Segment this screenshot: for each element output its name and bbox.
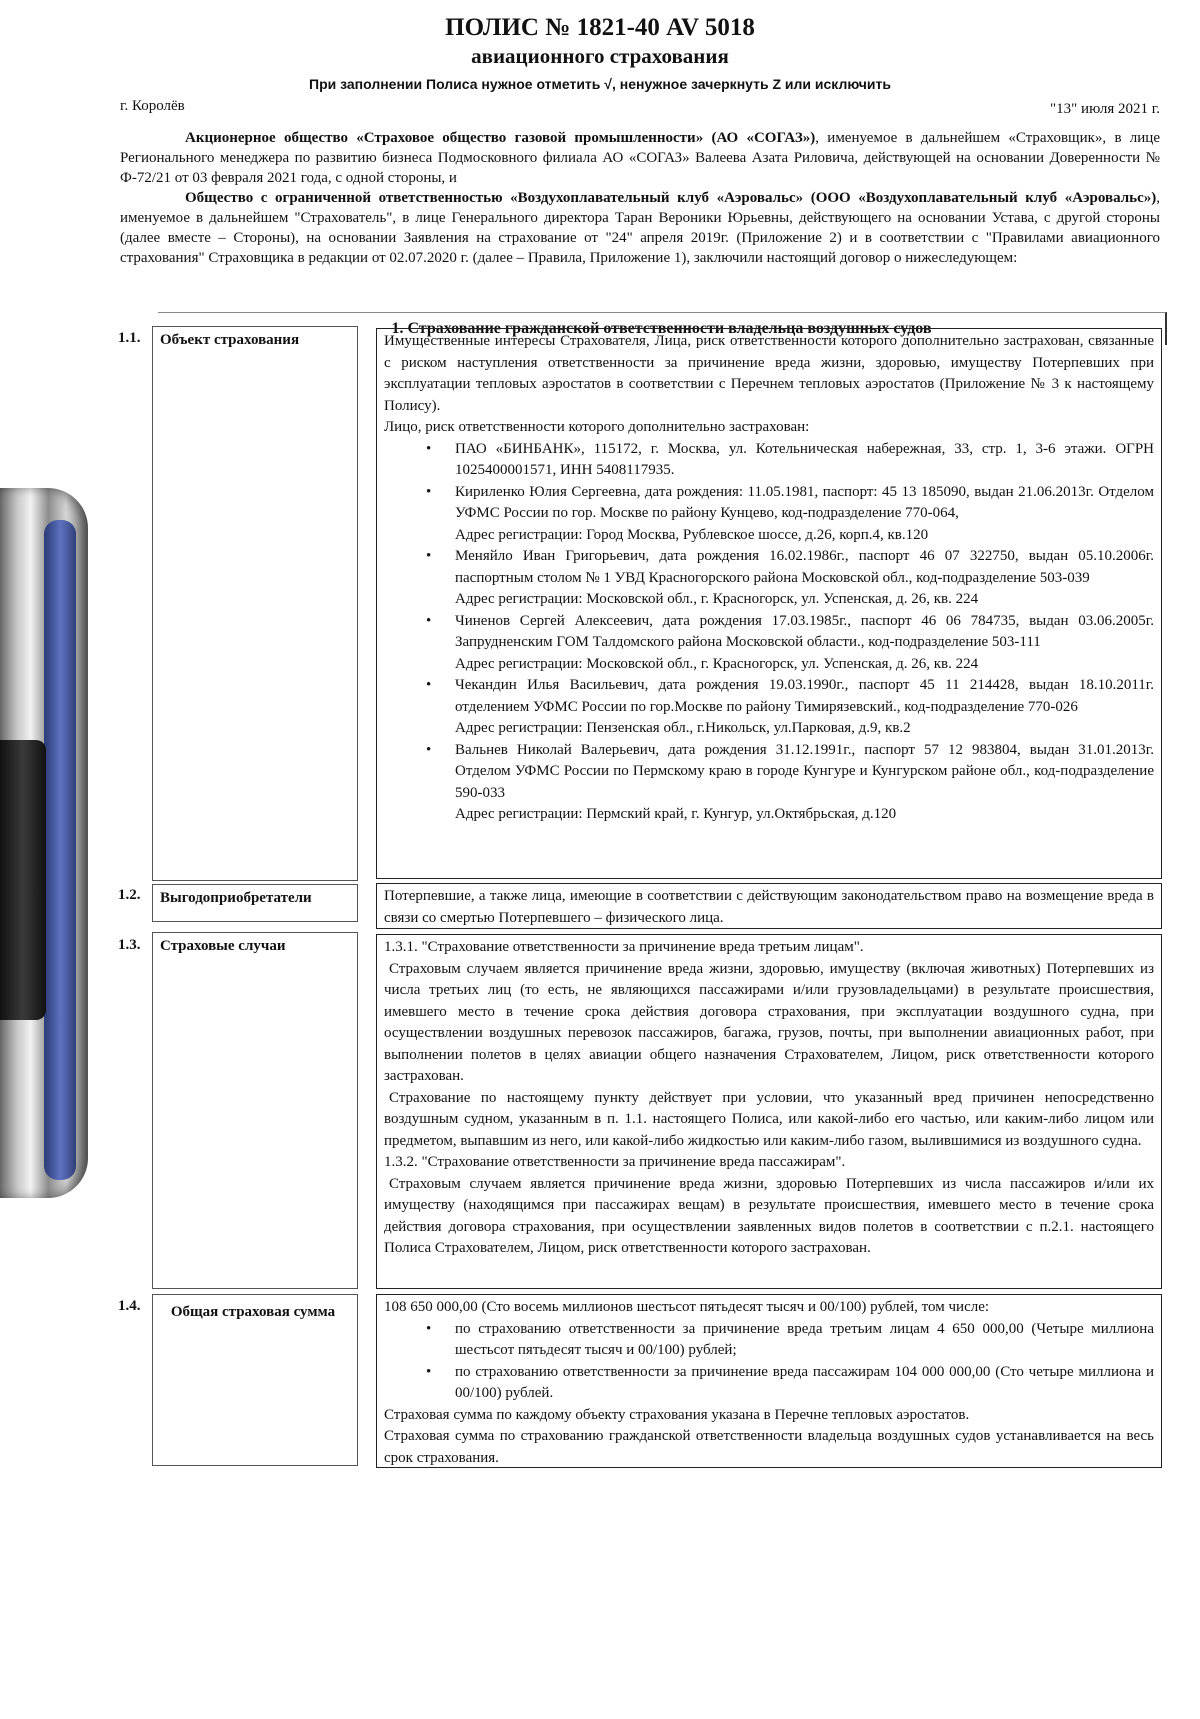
section-1-2-content (376, 883, 1162, 929)
sum-term: Страховая сумма по страхованию гражданской ответственности владельца воздушных судов устанавливается на весь срок страхования. (384, 1428, 1154, 1466)
binder-clip-shadow (0, 740, 46, 1020)
list-item: • ПАО «БИНБАНК», 115172, г. Москва, ул. Котельническая набережная, 33, стр. 1, 3-6 этажи. ОГРН 1025400001571, ИНН 5408117935. (426, 440, 1154, 478)
preamble (120, 128, 1160, 268)
passenger-heading: 1.3.2. "Страхование ответственности за причинение вреда пассажирам". (384, 1154, 846, 1170)
sum-breakdown-list (384, 1319, 1154, 1405)
sum-per-object: Страховая сумма по каждому объекту страхования указана в Перечне тепловых аэростатов. (384, 1406, 970, 1423)
city: г. Королёв (120, 98, 185, 114)
section-1-3-content (376, 934, 1162, 1289)
section-1-1-label: Объект страхования (160, 332, 300, 348)
list-item: • Вальнев Николай Валерьевич, дата рождения 31.12.1991г., паспорт 57 12 983804, выдан 31.01.2013г. Отделом УФМС России по Пермскому краю в городе Кунгуре и Кунгурском районе обл., код-подразделение 590-033 Адрес регистрации: Пермский край, г. Кунгур, ул.Октябрьская, д.120 (426, 741, 1154, 822)
section-1-3-label: Страховые случаи (160, 938, 286, 954)
section-1-heading: 1. Страхование гражданской ответственности владельца воздушных судов (158, 312, 1167, 345)
insured-interests: Имущественные интересы Страхователя, Лица, риск ответственности которого дополнительно застрахован, связанные с риском наступления ответственности за причинение вреда жизни, здоровью, имуществу Потерпевших при эксплуатации тепловых аэростатов в соответствии с Перечнем тепловых аэростатов (Приложение № 3 к настоящему Полису). (384, 333, 1154, 414)
binder-clip-band (44, 520, 76, 1180)
list-item: • Чиненов Сергей Алексеевич, дата рождения 17.03.1985г., паспорт 46 06 784735, выдан 03.06.2005г. Запрудненским ГОМ Талдомского района Московской области., код-подразделение 503-111 Адрес регистрации: Московской обл., г. Красногорск, ул. Успенская, д. 26, кв. 224 (426, 612, 1154, 672)
section-1-2-label: Выгодоприобретатели (160, 890, 312, 906)
policy-title: ПОЛИС № 1821-40 AV 5018 (445, 14, 755, 41)
list-item: • по страхованию ответственности за причинение вреда третьим лицам 4 650 000,00 (Четыре миллиона шестьсот пятьдесят тысяч и 00/100) рублей; (426, 1320, 1154, 1358)
beneficiaries-text: Потерпевшие, а также лица, имеющие в соответствии с действующим законодательством право на возмещение вреда в связи со смертью Потерпевшего – физического лица. (384, 888, 1154, 926)
additional-insured-label: Лицо, риск ответственности которого дополнительно застрахован: (384, 419, 810, 435)
section-1-1-number: 1.1. (118, 330, 141, 346)
tpl-condition: Страхование по настоящему пункту действует при условии, что указанный вред причинен непосредственно воздушным судном, указанным в п. 1.1. настоящего Полиса, или какой-либо его частью, или каким-либо лицом или предметом, выпавшим из него, или какой-либо жидкостью или каким-либо газом, вылившимися из воздушного судна. (384, 1089, 1154, 1149)
tpl-definition: Страховым случаем является причинение вреда жизни, здоровью, имуществу (включая животных) Потерпевших из числа третьих лиц (то есть, не являющихся пассажирами и/или грузовладельцами) в результате происшествия, имевшего место в течение срока действия договора страхования, при эксплуатации воздушного судна, при осуществлении воздушных перевозок пассажиров, багажа, грузов, почты, при выполнении авиационных работ, при выполнении полетов в целях авиации общего назначения Страхователем, Лицом, риск ответственности которого застрахован. (384, 960, 1154, 1084)
additional-insured-list (384, 439, 1154, 826)
section-1-3-label-box (152, 932, 358, 1289)
preamble-insured: Общество с ограниченной ответственностью «Воздухоплавательный клуб «Аэровальс» (ООО «Воздухоплавательный клуб «Аэровальс»), именуемое в дальнейшем "Страхователь", в лице Генерального директора Таран Вероники Юрьевны, действующего на основании Устава, с другой стороны (далее вместе – Стороны), на основании Заявления на страхование от "24" апреля 2019г. (Приложение 2) и в соответствии с "Правилами авиационного страхования" Страховщика в редакции от 02.07.2020 г. (далее – Правила, Приложение 1), заключили настоящий договор о нижеследующем: (120, 190, 1160, 266)
section-1-1-label-box (152, 326, 358, 881)
list-item: • Чекандин Илья Васильевич, дата рождения 19.03.1990г., паспорт 45 11 214428, выдан 18.10.2011г. отделением УФМС России по гор.Москве по району Тимирязевский., код-подразделение 770-026 Адрес регистрации: Пензенская обл., г.Никольск, ул.Парковая, д.9, кв.2 (426, 677, 1154, 736)
list-item: • Меняйло Иван Григорьевич, дата рождения 16.02.1986г., паспорт 46 07 322750, выдан 05.10.2006г. паспортным столом № 1 УВД Красногорского района Московской обл., код-подразделение 503-039 Адрес регистрации: Московской обл., г. Красногорск, ул. Успенская, д. 26, кв. 224 (426, 548, 1154, 607)
tpl-heading: 1.3.1. "Страхование ответственности за причинение вреда третьим лицам". (384, 939, 864, 955)
total-sum: 108 650 000,00 (Сто восемь миллионов шестьсот пятьдесят тысяч и 00/100) рублей, том числе: (384, 1299, 990, 1315)
section-1-3-number: 1.3. (118, 937, 141, 953)
section-1-4-number: 1.4. (118, 1298, 141, 1314)
list-item: • Кириленко Юлия Сергеевна, дата рождения: 11.05.1981, паспорт: 45 13 185090, выдан 21.06.2013г. Отделом УФМС России по гор. Москве по району Кунцево, код-подразделение 770-064, Адрес регистрации: Город Москва, Рублевское шоссе, д.26, корп.4, кв.120 (426, 483, 1154, 543)
section-1-4-label: Общая страховая сумма (170, 1304, 336, 1320)
fill-note: При заполнении Полиса нужное отметить √, ненужное зачеркнуть Z или исключить (309, 76, 891, 92)
section-1-4-content (376, 1294, 1162, 1468)
policy-date: "13" июля 2021 г. (1050, 101, 1160, 117)
section-1-1-content (376, 328, 1162, 879)
passenger-definition: Страховым случаем является причинение вреда жизни, здоровью Потерпевших из числа пассажиров и/или их имуществу (находящимся при пассажирах вещам) в результате происшествия, имевшего место в течение срока действия договора страхования, при осуществлении заявленных видов полетов в соответствии с п.2.1. настоящего Полиса Страхователем, Лицом, риск ответственности которого застрахован. (384, 1175, 1154, 1256)
section-1-2-number: 1.2. (118, 887, 141, 903)
list-item: • по страхованию ответственности за причинение вреда пассажирам 104 000 000,00 (Сто четыре миллиона и 00/100) рублей. (426, 1363, 1154, 1401)
policy-subtitle: авиационного страхования (471, 44, 729, 68)
preamble-insurer: Акционерное общество «Страховое общество газовой промышленности» (АО «СОГАЗ»), именуемое в дальнейшем «Страховщик», в лице Регионального менеджера по развитию бизнеса Подмосковного филиала АО «СОГАЗ» Валеева Азата Риловича, действующей на основании Доверенности № Ф-72/21 от 03 февраля 2021 года, с одной стороны, и (120, 130, 1160, 186)
